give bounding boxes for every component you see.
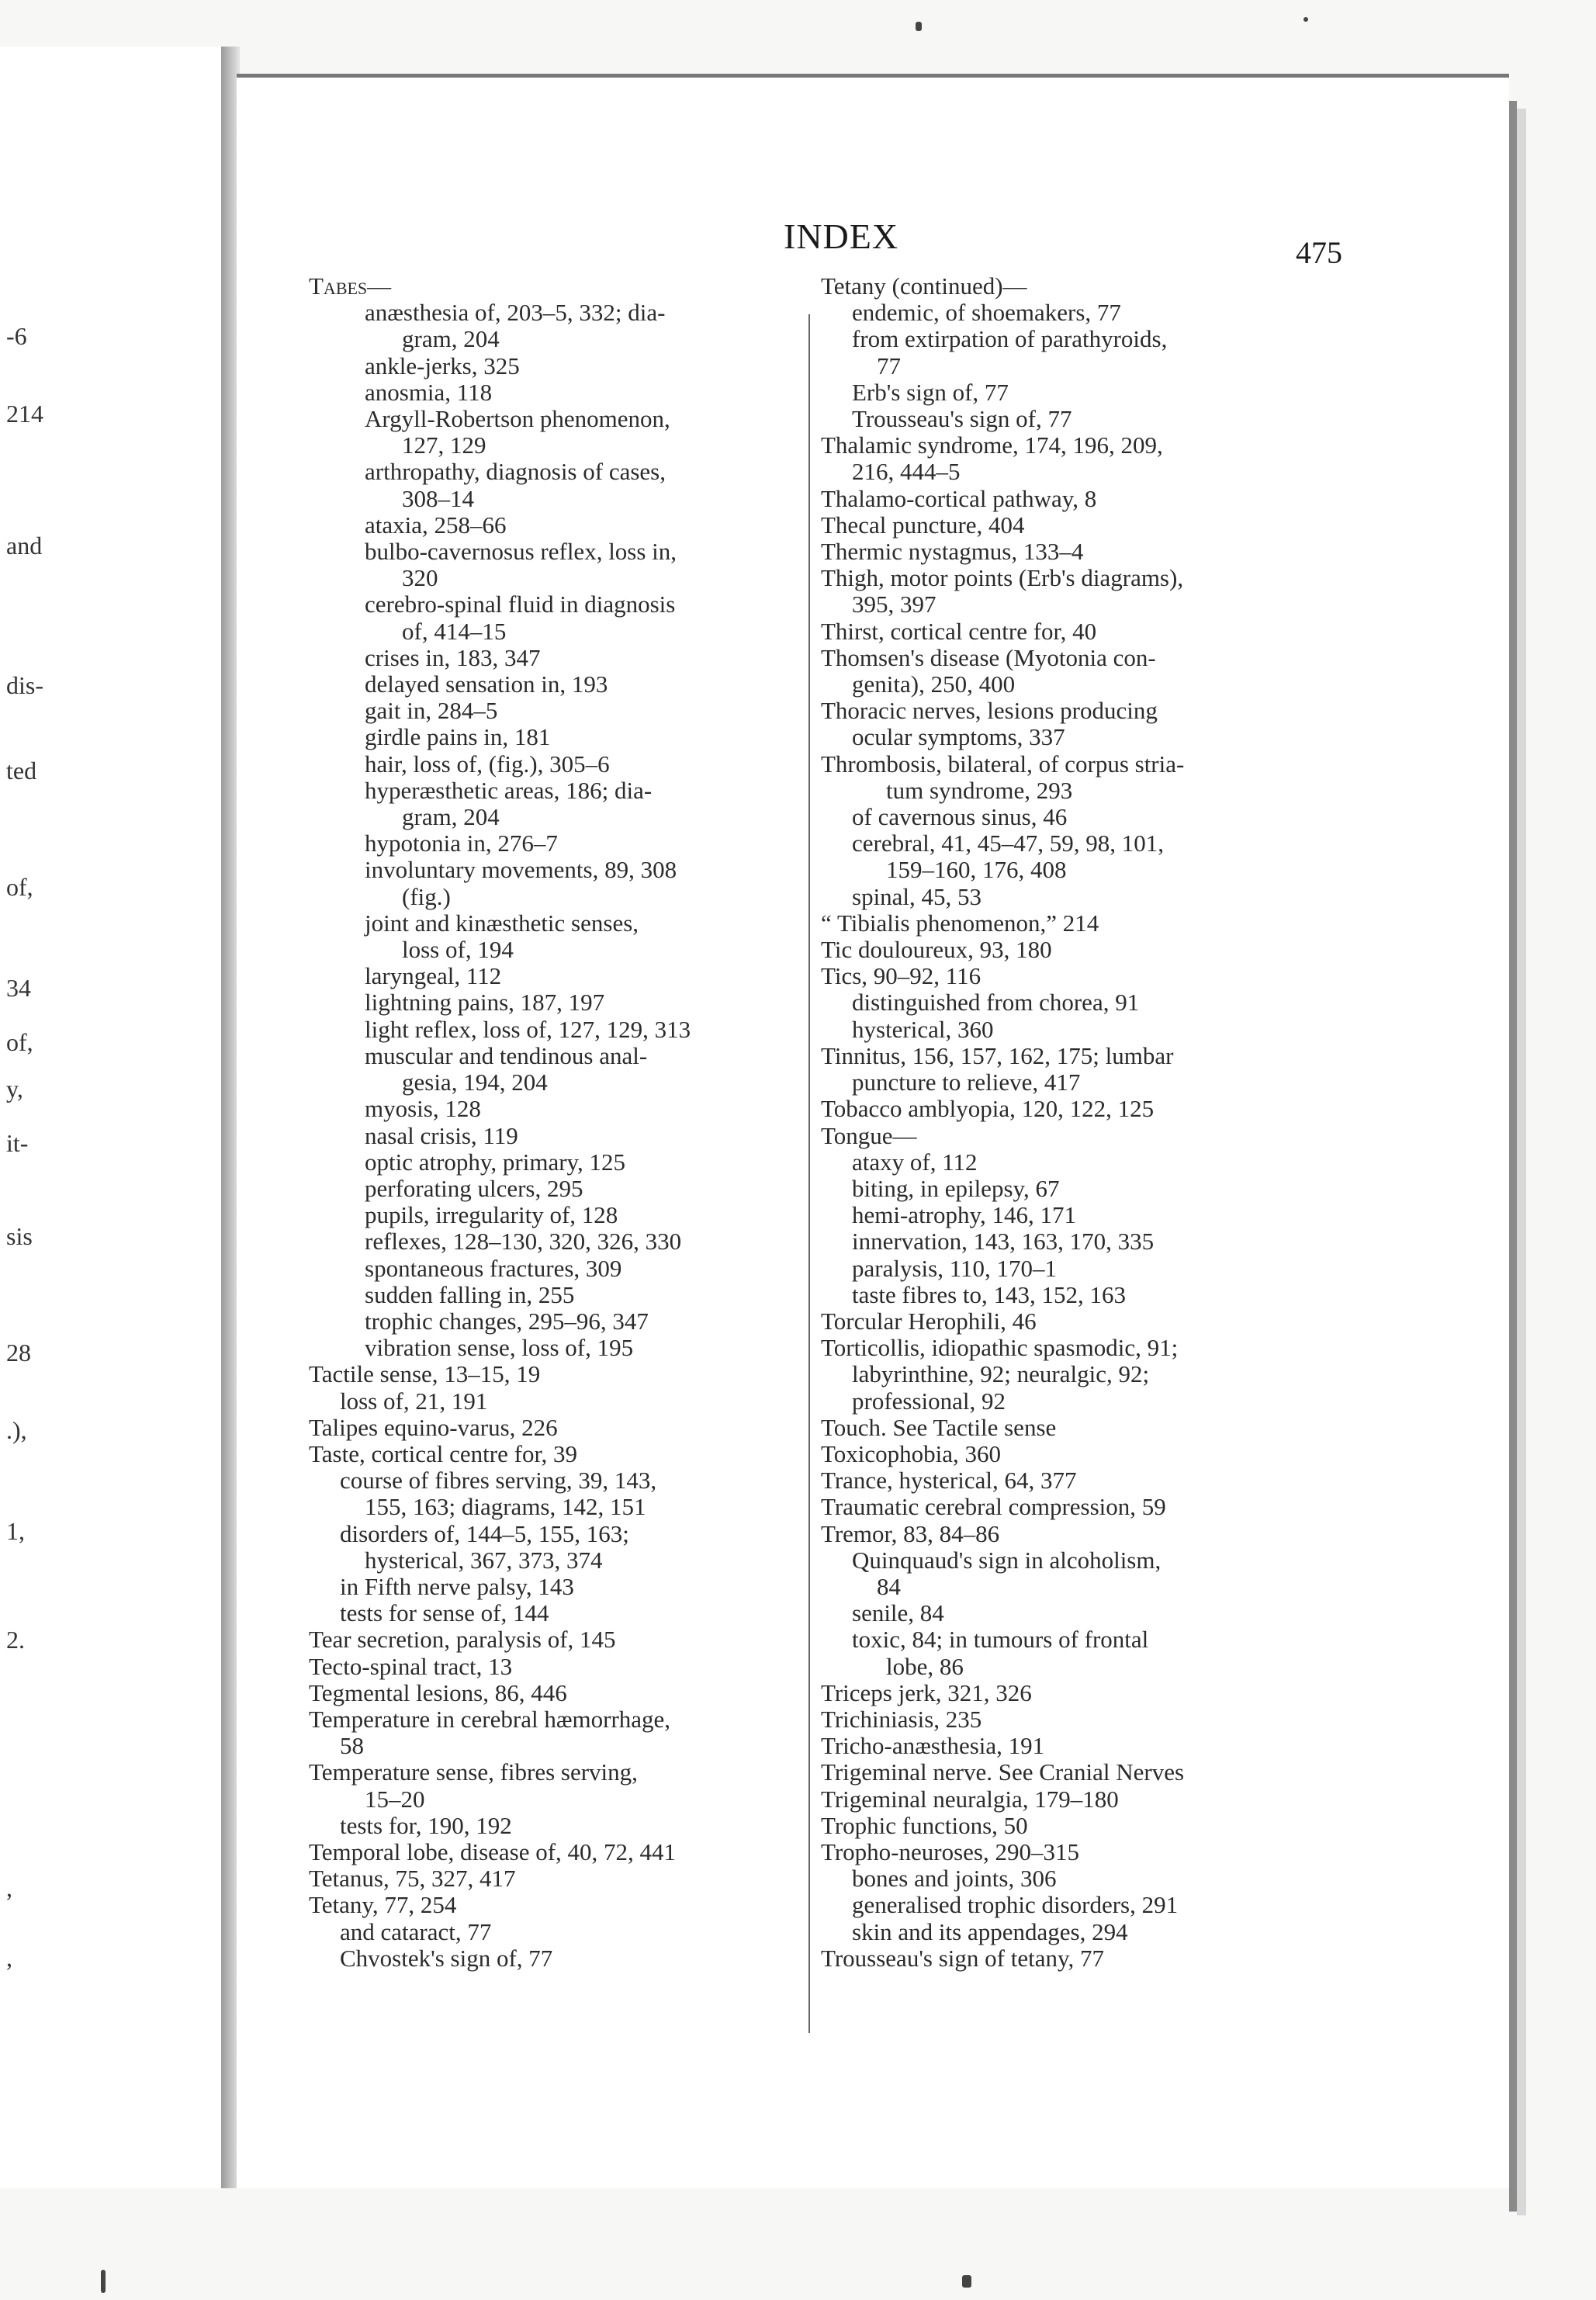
index-entry: in Fifth nerve palsy, 143 bbox=[340, 1572, 574, 1600]
index-entry: cerebro-spinal fluid in diagnosis bbox=[365, 591, 676, 618]
index-entry: bulbo-cavernosus reflex, loss in, bbox=[365, 538, 677, 566]
index-entry: loss of, 21, 191 bbox=[340, 1387, 488, 1415]
index-entry: paralysis, 110, 170–1 bbox=[852, 1254, 1058, 1282]
index-entry: Tetany, 77, 254 bbox=[309, 1891, 457, 1919]
index-entry: gram, 204 bbox=[402, 803, 500, 831]
index-entry: gait in, 284–5 bbox=[365, 697, 498, 725]
left-page-fragment: it- bbox=[6, 1129, 29, 1157]
index-entry: girdle pains in, 181 bbox=[365, 723, 551, 751]
index-entry: Trigeminal nerve. See Cranial Nerves bbox=[821, 1758, 1185, 1786]
index-entry: Chvostek's sign of, 77 bbox=[340, 1944, 553, 1972]
index-entry: hypotonia in, 276–7 bbox=[365, 830, 558, 857]
index-entry: Thrombosis, bilateral, of corpus stria- bbox=[821, 750, 1185, 778]
index-entry: Thomsen's disease (Myotonia con- bbox=[821, 643, 1156, 671]
left-page-fragment: 2. bbox=[6, 1626, 25, 1654]
index-entry: bones and joints, 306 bbox=[852, 1865, 1057, 1893]
index-entry: loss of, 194 bbox=[402, 936, 514, 964]
index-entry: Tecto-spinal tract, 13 bbox=[309, 1652, 513, 1680]
index-entry: Tabes— bbox=[309, 272, 392, 300]
index-entry: Tinnitus, 156, 157, 162, 175; lumbar bbox=[821, 1041, 1174, 1069]
index-entry: light reflex, loss of, 127, 129, 313 bbox=[365, 1015, 691, 1043]
left-page-fragment: ted bbox=[6, 757, 37, 785]
index-entry: senile, 84 bbox=[852, 1599, 944, 1627]
index-entry: Torticollis, idiopathic spasmodic, 91; bbox=[821, 1334, 1179, 1362]
index-entry: Tongue— bbox=[821, 1121, 917, 1149]
index-entry: “ Tibialis phenomenon,” 214 bbox=[821, 909, 1099, 937]
index-entry: Temperature sense, fibres serving, bbox=[309, 1758, 638, 1786]
index-entry: hysterical, 367, 373, 374 bbox=[365, 1546, 603, 1574]
index-entry: arthropathy, diagnosis of cases, bbox=[365, 458, 666, 486]
index-entry: optic atrophy, primary, 125 bbox=[365, 1148, 626, 1176]
left-page-fragment: of, bbox=[6, 1028, 33, 1056]
index-entry: cerebral, 41, 45–47, 59, 98, 101, bbox=[852, 830, 1165, 857]
index-entry: generalised trophic disorders, 291 bbox=[852, 1891, 1179, 1919]
index-entry: delayed sensation in, 193 bbox=[365, 670, 608, 698]
index-entry: of, 414–15 bbox=[402, 617, 507, 645]
index-entry: 127, 129 bbox=[402, 431, 486, 459]
index-entry: Tic douloureux, 93, 180 bbox=[821, 936, 1052, 964]
column-divider bbox=[808, 314, 810, 2033]
index-entry: anæsthesia of, 203–5, 332; dia- bbox=[365, 299, 666, 327]
index-entry: Tropho-neuroses, 290–315 bbox=[821, 1838, 1079, 1865]
index-entry: myosis, 128 bbox=[365, 1095, 481, 1123]
index-entry: Thigh, motor points (Erb's diagrams), bbox=[821, 564, 1184, 592]
index-entry: hyperæsthetic areas, 186; dia- bbox=[365, 776, 653, 804]
index-entry: Trousseau's sign of, 77 bbox=[852, 405, 1072, 433]
index-entry: anosmia, 118 bbox=[365, 378, 493, 406]
index-entry: Thalamic syndrome, 174, 196, 209, bbox=[821, 431, 1163, 459]
scan-speck bbox=[1303, 17, 1308, 22]
index-entry: sudden falling in, 255 bbox=[365, 1280, 575, 1308]
index-entry: puncture to relieve, 417 bbox=[852, 1069, 1081, 1096]
index-entry: Talipes equino-varus, 226 bbox=[309, 1413, 558, 1441]
scan-speck bbox=[916, 22, 922, 31]
index-entry: Tetanus, 75, 327, 417 bbox=[309, 1865, 516, 1893]
index-entry: Tactile sense, 13–15, 19 bbox=[309, 1360, 541, 1388]
index-entry: (fig.) bbox=[402, 882, 451, 910]
index-entry: Trigeminal neuralgia, 179–180 bbox=[821, 1785, 1119, 1813]
index-column-right bbox=[821, 273, 1348, 1972]
index-entry: Thoracic nerves, lesions producing bbox=[821, 697, 1158, 725]
left-page-fragment: sis bbox=[6, 1222, 33, 1250]
scan-speck bbox=[101, 2270, 106, 2293]
index-entry: Thermic nystagmus, 133–4 bbox=[821, 538, 1084, 566]
page-edge-highlight bbox=[1517, 109, 1526, 2215]
index-entry: of cavernous sinus, 46 bbox=[852, 803, 1068, 831]
index-entry: nasal crisis, 119 bbox=[365, 1121, 518, 1149]
index-entry: reflexes, 128–130, 320, 326, 330 bbox=[365, 1228, 682, 1256]
left-page-fragment: and bbox=[6, 532, 43, 559]
index-entry: gram, 204 bbox=[402, 325, 500, 353]
index-entry: joint and kinæsthetic senses, bbox=[365, 909, 639, 937]
index-entry: course of fibres serving, 39, 143, bbox=[340, 1467, 657, 1495]
index-entry: Toxicophobia, 360 bbox=[821, 1439, 1002, 1467]
index-entry: Tricho-anæsthesia, 191 bbox=[821, 1732, 1045, 1760]
index-column-left bbox=[309, 273, 836, 1972]
index-entry: distinguished from chorea, 91 bbox=[852, 989, 1140, 1017]
index-entry: endemic, of shoemakers, 77 bbox=[852, 299, 1121, 327]
index-entry: Trance, hysterical, 64, 377 bbox=[821, 1467, 1077, 1495]
index-entry: Quinquaud's sign in alcoholism, bbox=[852, 1546, 1162, 1574]
index-entry: 84 bbox=[877, 1572, 901, 1600]
index-entry: 308–14 bbox=[402, 484, 474, 512]
index-entry: muscular and tendinous anal- bbox=[365, 1041, 648, 1069]
left-page-fragment: 28 bbox=[6, 1339, 31, 1366]
index-entry: Erb's sign of, 77 bbox=[852, 378, 1009, 406]
index-entry: hair, loss of, (fig.), 305–6 bbox=[365, 750, 610, 778]
left-page-fragment: .), bbox=[6, 1416, 27, 1444]
scan-speck bbox=[962, 2275, 971, 2288]
page-number: 475 bbox=[1296, 235, 1342, 270]
index-entry: trophic changes, 295–96, 347 bbox=[365, 1307, 649, 1335]
left-page-fragment: dis- bbox=[6, 671, 43, 699]
index-entry: ankle-jerks, 325 bbox=[365, 352, 520, 379]
index-entry: Trichiniasis, 235 bbox=[821, 1705, 982, 1733]
index-entry: Tear secretion, paralysis of, 145 bbox=[309, 1626, 616, 1654]
index-entry: Triceps jerk, 321, 326 bbox=[821, 1678, 1032, 1706]
index-entry: perforating ulcers, 295 bbox=[365, 1174, 583, 1202]
index-entry: crises in, 183, 347 bbox=[365, 643, 541, 671]
index-entry: Temperature in cerebral hæmorrhage, bbox=[309, 1705, 671, 1733]
index-entry: tum syndrome, 293 bbox=[886, 776, 1073, 804]
index-entry: Trousseau's sign of tetany, 77 bbox=[821, 1944, 1104, 1972]
index-entry: 15–20 bbox=[365, 1785, 425, 1813]
index-entry: labyrinthine, 92; neuralgic, 92; bbox=[852, 1360, 1150, 1388]
index-entry: ocular symptoms, 337 bbox=[852, 723, 1065, 751]
index-entry: tests for sense of, 144 bbox=[340, 1599, 549, 1627]
index-entry: 216, 444–5 bbox=[852, 458, 961, 486]
index-entry: Taste, cortical centre for, 39 bbox=[309, 1439, 578, 1467]
index-entry: Traumatic cerebral compression, 59 bbox=[821, 1493, 1166, 1521]
index-entry: gesia, 194, 204 bbox=[402, 1069, 548, 1096]
index-entry: ataxy of, 112 bbox=[852, 1148, 978, 1176]
index-entry: 159–160, 176, 408 bbox=[886, 856, 1067, 884]
index-entry: innervation, 143, 163, 170, 335 bbox=[852, 1228, 1155, 1256]
left-page bbox=[0, 47, 223, 2188]
index-entry: Touch. See Tactile sense bbox=[821, 1413, 1057, 1441]
index-entry: Trophic functions, 50 bbox=[821, 1811, 1028, 1839]
index-entry: Thirst, cortical centre for, 40 bbox=[821, 617, 1097, 645]
left-page-fragment: y, bbox=[6, 1075, 23, 1103]
index-entry: Thecal puncture, 404 bbox=[821, 511, 1025, 539]
index-entry: involuntary movements, 89, 308 bbox=[365, 856, 677, 884]
page-edge bbox=[1509, 101, 1517, 2212]
index-entry: genita), 250, 400 bbox=[852, 670, 1016, 698]
index-entry: disorders of, 144–5, 155, 163; bbox=[340, 1519, 629, 1547]
left-page-fragment: 34 bbox=[6, 974, 31, 1002]
index-entry: Tics, 90–92, 116 bbox=[821, 962, 981, 990]
left-page-fragment: 1, bbox=[6, 1517, 25, 1545]
index-entry: tests for, 190, 192 bbox=[340, 1811, 512, 1839]
index-entry: Tegmental lesions, 86, 446 bbox=[309, 1678, 567, 1706]
left-page-fragment: , bbox=[6, 1944, 12, 1972]
index-entry: ataxia, 258–66 bbox=[365, 511, 507, 539]
index-entry: Argyll-Robertson phenomenon, bbox=[365, 405, 670, 433]
index-entry: toxic, 84; in tumours of frontal bbox=[852, 1626, 1149, 1654]
index-entry: Temporal lobe, disease of, 40, 72, 441 bbox=[309, 1838, 677, 1865]
index-entry: Torcular Herophili, 46 bbox=[821, 1307, 1037, 1335]
index-entry: 320 bbox=[402, 564, 438, 592]
index-entry: taste fibres to, 143, 152, 163 bbox=[852, 1280, 1127, 1308]
index-entry: Tetany (continued)— bbox=[821, 272, 1027, 300]
index-entry: spontaneous fractures, 309 bbox=[365, 1254, 622, 1282]
index-entry: spinal, 45, 53 bbox=[852, 882, 982, 910]
index-entry: Tobacco amblyopia, 120, 122, 125 bbox=[821, 1095, 1155, 1123]
index-entry: Tremor, 83, 84–86 bbox=[821, 1519, 1000, 1547]
index-entry: 58 bbox=[340, 1732, 364, 1760]
index-entry: Thalamo-cortical pathway, 8 bbox=[821, 484, 1097, 512]
left-page-fragment: , bbox=[6, 1874, 12, 1902]
index-entry: vibration sense, loss of, 195 bbox=[365, 1334, 634, 1362]
index-entry: lobe, 86 bbox=[886, 1652, 964, 1680]
index-entry: 77 bbox=[877, 352, 901, 379]
index-entry: biting, in epilepsy, 67 bbox=[852, 1174, 1060, 1202]
left-page-fragment: -6 bbox=[6, 322, 27, 350]
left-page-fragment: of, bbox=[6, 873, 33, 901]
index-entry: laryngeal, 112 bbox=[365, 962, 502, 990]
index-entry: skin and its appendages, 294 bbox=[852, 1917, 1128, 1945]
index-entry: 155, 163; diagrams, 142, 151 bbox=[365, 1493, 646, 1521]
index-entry: from extirpation of parathyroids, bbox=[852, 325, 1168, 353]
index-entry: pupils, irregularity of, 128 bbox=[365, 1201, 618, 1229]
index-entry: lightning pains, 187, 197 bbox=[365, 989, 605, 1017]
index-entry: hysterical, 360 bbox=[852, 1015, 994, 1043]
page-title: INDEX bbox=[784, 216, 899, 256]
index-entry: hemi-atrophy, 146, 171 bbox=[852, 1201, 1076, 1229]
left-page-fragment: 214 bbox=[6, 400, 43, 428]
index-entry: and cataract, 77 bbox=[340, 1917, 492, 1945]
index-entry: 395, 397 bbox=[852, 591, 936, 618]
index-entry: professional, 92 bbox=[852, 1387, 1006, 1415]
